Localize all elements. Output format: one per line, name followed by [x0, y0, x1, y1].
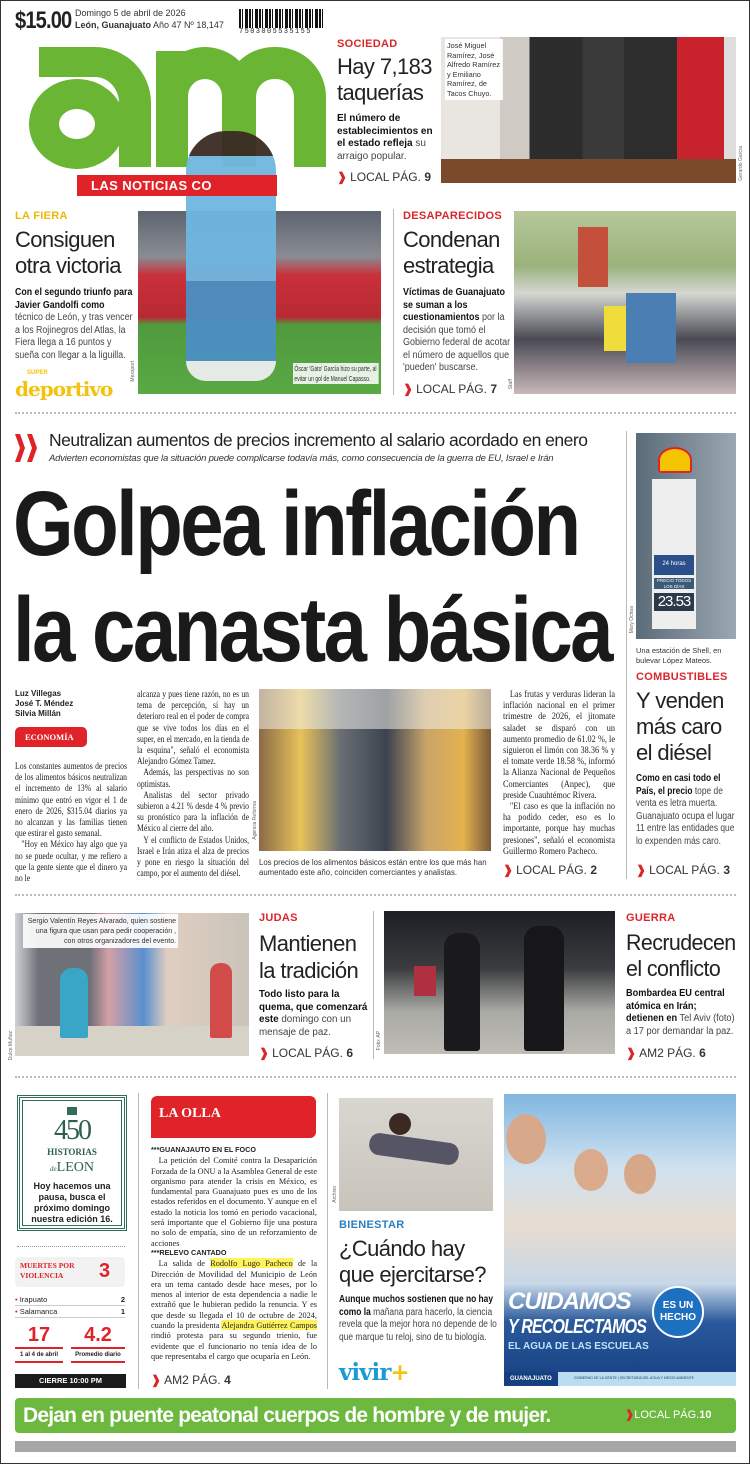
ref-marker-icon: ❱ [503, 863, 514, 877]
paragraph: La salida de Rodolfo Lugo Pacheco de la Dirección de Movilidad del Municipio de León era un tema cantado desde hace meses, por lo menos al interior de esta dependencia a nadie le extrañó que le hubieran pedido la renuncia. Y es que desde su llegada el 10 de octubre de 2024, cuando la presidenta Alejandra Gutiérrez Campos rindió protesta para su segundo trienio, fue evidente que el funcionario no tenía idea de lo que representaba el cargo que ocuparía en León. [151, 1258, 317, 1361]
es-un-hecho-badge [652, 1286, 704, 1338]
fiera-headline [15, 227, 121, 279]
price: $15.00 [15, 7, 72, 34]
ref-marker-icon: ❱ [403, 382, 414, 396]
footer-bar [15, 1441, 736, 1452]
judas-dek [259, 989, 369, 1039]
ref-marker-icon: ❱ [625, 1409, 635, 1421]
main-kicker: Neutralizan aumentos de precios incremento al salario acordado en enero [49, 430, 588, 450]
barcode-number: 7503005535155 [239, 28, 312, 36]
stat-value: 4.2 [71, 1323, 125, 1349]
ref-page: 6 [346, 1046, 354, 1060]
ref-page: 2 [590, 863, 598, 877]
sign-label: PRECIO TODOS LOS DÍAS [654, 578, 694, 589]
city-row: • Irapuato 2 [15, 1295, 125, 1304]
historias-subtitle: LEON [56, 1160, 94, 1175]
dek-text: su arraigo popular. [337, 138, 426, 162]
paragraph: Las frutas y verduras lideran la inflación nacional en el primer trimestre de 2026, el jitomate saladet se disparó con un aumento promedio de 61.02 %, le siguieron el limón con 38.36 % y el tomate verde 18.58 %, informó la Alianza Nacional de Pequeños Comerciantes (Anpec), que preside Cuauhtémoc Rivera. [503, 689, 615, 801]
headline-line: que ejercitarse? [339, 1262, 486, 1287]
main-column-1 [15, 761, 127, 884]
headline-line: Mantienen [259, 931, 357, 956]
column-divider [138, 1093, 139, 1389]
desaparecidos-headline [403, 227, 500, 279]
headline-line: más caro [636, 714, 722, 739]
stat-label: 1 al 4 de abril [15, 1349, 63, 1363]
badge-line: HECHO [659, 1312, 697, 1323]
dek-text: Tel Aviv (foto) a 17 por demandar la paz. [626, 1013, 735, 1037]
dek-lead: El número de establecimientos en el estado refleja [337, 113, 433, 149]
sociedad-dek [337, 113, 437, 163]
historias-number: 450 [54, 1115, 90, 1146]
bottom-banner-headline: Dejan en puente peatonal cuerpos de hombre y de mujer. [23, 1404, 551, 1427]
fiera-dek [15, 287, 133, 362]
byline: José T. Méndez [15, 699, 74, 708]
desaparecidos-photo-credit: Staff [508, 379, 514, 390]
sociedad-kicker: SOCIEDAD [337, 38, 398, 50]
shell-station-photo [636, 433, 736, 639]
violencia-stat [71, 1323, 125, 1363]
shell-logo-icon [658, 447, 692, 473]
ad-footer-small: GOBIERNO DE LA GENTE | SECRETARÍA DEL AGUA Y MEDIO AMBIENTE [574, 1376, 695, 1380]
violencia-city-list [15, 1294, 125, 1318]
market-photo-credit: Agencia Reforma [252, 801, 258, 840]
badge-line: ES UN [662, 1300, 694, 1311]
ref-page: 3 [723, 863, 731, 877]
ad-line-3: EL AGUA DE LAS ESCUELAS [508, 1341, 649, 1352]
headline-line: Condenan [403, 227, 500, 252]
bienestar-photo-credit: Archivo [332, 1186, 338, 1203]
city-name: Salamanca [19, 1307, 58, 1316]
section-divider [15, 1076, 736, 1078]
ref-page: 6 [699, 1046, 706, 1060]
desaparecidos-photo [514, 211, 736, 394]
super-deportivo-logo: SUPER deportivo [15, 370, 113, 401]
main-column-4 [503, 689, 615, 857]
paragraph: "El caso es que la inflación no ha podido ceder, eso es lo importante, porque hay muchas presiones", señaló el economista Guillermo Romero Pacheco. [503, 801, 615, 857]
dek-text: domingo con un mensaje de paz. [259, 1014, 352, 1038]
ref-page: 4 [224, 1373, 231, 1387]
ref-page: 9 [424, 170, 432, 184]
paragraph: Los constantes aumentos de precios de los alimentos básicos neutralizan el incremento de 13% al salario mínimo que entró en vigor el 1 de enero de 2026, $315.04 diarios ya no alcanzan y las familias tienen que estirar el gasto semanal. [15, 761, 127, 840]
sign-price: 23.53 [654, 593, 694, 611]
la-olla-header: LA OLLA [151, 1096, 316, 1138]
ref-page: 7 [490, 382, 498, 396]
ref-label: LOCAL PÁG. [272, 1046, 343, 1060]
la-olla-text [151, 1145, 317, 1361]
guerra-headline [626, 930, 736, 982]
judas-headline [259, 930, 358, 984]
ref-marker-icon: ❱ [636, 863, 647, 877]
ref-label: LOCAL PÁG. [516, 863, 587, 877]
paragraph: alcanza y pues tiene razón, no es un tema de percepción, sí hay un deterioro real en el poder de compra que se vive todos los días en el super, en el mercado, en la tienda de la esquina", señaló el economista Alejandro Gómez Tamez. [137, 689, 249, 768]
dek-text: mañana para hacerlo, la ciencia revela que la mejor hora no depende de lo que marque tu reloj, sino de tu biología. [339, 1306, 497, 1343]
city-count: 2 [120, 1295, 125, 1304]
sociedad-headline [337, 54, 432, 106]
bienestar-kicker: BIENESTAR [339, 1219, 405, 1231]
issue-date: Domingo 5 de abril de 2026 [75, 8, 186, 18]
bylines [15, 689, 73, 719]
guerra-photo [384, 911, 615, 1054]
section-divider [15, 412, 736, 414]
paragraph: Y el conflicto de Estados Unidos, Israel e Irán atiza el alza de precios y pone en riesgo la situación del campo, por el aumento del diésel. [137, 834, 249, 880]
combustibles-headline [636, 688, 724, 766]
headline-line: Hay 7,183 [337, 54, 432, 79]
dek-lead: Todo listo para la quema, que comenzará este [259, 989, 368, 1025]
tagline-banner: LAS NOTICIAS CO [77, 175, 277, 196]
bottom-banner-page-ref: ❱LOCAL PÁG.10 [625, 1409, 712, 1421]
column-divider [626, 431, 627, 879]
divider [17, 1246, 125, 1247]
section-divider [15, 894, 736, 896]
sociedad-photo-caption: José Miguel Ramírez, José Alfredo Ramírez y Emiliano Ramírez, de Tacos Chuyo. [445, 39, 503, 100]
fiera-photo-caption: Óscar 'Gato' García hizo su parte, al evitar un gol de Manuel Capasso. [293, 363, 379, 384]
sociedad-photo-credit: Gerardo García [738, 146, 744, 181]
historias-de: de [50, 1165, 57, 1173]
market-photo [259, 689, 491, 851]
dek-lead: Con el segundo triunfo para Javier Gandolfi como [15, 287, 133, 311]
sign-hours: 24 horas [654, 555, 694, 575]
guerra-photo-credit: Foto: AP [376, 1031, 382, 1051]
chevron-icon [15, 434, 43, 462]
goalkeeper-figure [186, 131, 276, 381]
ref-label: LOCAL PÁG. [416, 382, 487, 396]
headline-line: Golpea inflación [13, 473, 579, 575]
paragraph: Además, las perspectivas no son optimistas. [137, 767, 249, 790]
headline-line: la tradición [259, 958, 359, 983]
dek-text: tope de venta es letra muerta. Guanajuato ocupa el lugar 11 entre las entidades que lo expenden más caro. [636, 785, 735, 847]
bienestar-headline [339, 1236, 486, 1288]
historias-title: HISTORIAS [47, 1147, 97, 1157]
column-divider [373, 911, 374, 1059]
ref-marker-icon: ❱ [259, 1046, 270, 1060]
city-name: Irapuato [19, 1295, 48, 1304]
headline-line: la canasta básica [13, 579, 611, 681]
shell-photo-credit: Mary Ochoa [629, 606, 635, 634]
historias-box [17, 1095, 127, 1231]
column-divider [393, 209, 394, 395]
historias-text: Hoy hacemos una pausa, busca el próximo domingo nuestra edición 16. [31, 1181, 113, 1224]
paragraph: "Hoy en México hay algo que ya no se puede ocultar, y me refiero a que la gente siente que el dinero ya no le [15, 839, 127, 885]
headline-line: Consiguen [15, 227, 115, 252]
judas-page-ref[interactable] [259, 1046, 353, 1060]
ref-label: AM2 PÁG. [639, 1046, 696, 1060]
desaparecidos-page-ref[interactable] [403, 382, 497, 396]
paragraph: La petición del Comité contra la Desaparición Forzada de la ONU a la Asamblea General de este organismo para atender la crisis en México, es fundamental para Guanajuato pues es uno de los estados referidos en el documento. Y aunque en el estado la noticia los tomó en periodo vacacional, será importante que el Gobierno fije una postura no solo de empatía, sino de un reforzamiento de acciones [151, 1155, 317, 1248]
dek-lead: Víctimas de Guanajuato se suman a los cuestionamientos [403, 287, 506, 323]
combustibles-page-ref[interactable] [636, 863, 730, 877]
ref-marker-icon: ❱ [337, 170, 348, 184]
city: León, Guanajuato [75, 20, 152, 30]
ad-line-1: CUIDAMOS [508, 1288, 631, 1315]
water-ad[interactable] [504, 1094, 736, 1386]
cierre-bar: CIERRE 10:00 PM [15, 1374, 126, 1388]
ref-marker-icon: ❱ [151, 1373, 162, 1387]
violencia-label: MUERTES POR VIOLENCIA [20, 1261, 75, 1280]
city-count: 1 [120, 1307, 125, 1316]
column-divider [327, 1093, 328, 1389]
desaparecidos-dek [403, 287, 511, 375]
headline-line: el conflicto [626, 956, 721, 981]
market-photo-caption: Los precios de los alimentos básicos están entre los que más han aumentado este año, coinciden comerciantes y analistas. [259, 858, 487, 877]
main-subkicker: Advierten economistas que la situación puede complicarse todavía más, como consecuencia de la guerra de EU, Israel e Irán [49, 453, 554, 464]
ref-marker-icon: ❱ [626, 1046, 637, 1060]
byline: Silvia Millán [15, 709, 61, 718]
paragraph: Analistas del sector privado subieron a 4.21 % desde 4 % previo su pronóstico para la inflación de México al cierre del año. [137, 789, 249, 835]
guerra-dek [626, 988, 736, 1038]
olla-section-title: ***GUANAJAUTO EN EL FOCO [151, 1145, 256, 1154]
ref-label: LOCAL PÁG. [649, 863, 720, 877]
bienestar-photo [339, 1098, 493, 1211]
logo [1, 1, 331, 171]
judas-photo-credit: Dulce Muñoz [8, 1031, 14, 1061]
section-tag-economia: ECONOMÍA [15, 727, 87, 747]
judas-kicker: JUDAS [259, 912, 298, 924]
headline-line: Recrudecen [626, 930, 736, 955]
combustibles-kicker: COMBUSTIBLES [636, 671, 728, 683]
dek-lead: Como en casi todo el País, el precio [636, 773, 721, 797]
olla-section-title: ***RELEVO CANTADO [151, 1247, 227, 1257]
highlighted-name: Alejandra Gutiérrez Campos [221, 1320, 317, 1331]
edition: Año 47 Nº 18,147 [153, 20, 224, 30]
city-row: • Salamanca 1 [15, 1307, 125, 1316]
headline-line: taquerías [337, 80, 424, 105]
guerra-kicker: GUERRA [626, 912, 676, 924]
ref-label: AM2 PÁG. [164, 1373, 221, 1387]
flag-icon [67, 1107, 77, 1115]
shell-photo-caption: Una estación de Shell, en bulevar López Mateos. [636, 646, 722, 665]
stat-value: 17 [15, 1323, 63, 1349]
headline-line: Y venden [636, 688, 724, 713]
byline: Luz Villegas [15, 689, 62, 698]
fiera-photo-credit: Mexsport [130, 361, 136, 382]
fiera-kicker: LA FIERA [15, 210, 68, 222]
stat-label: Promedio diario [71, 1349, 125, 1363]
ad-line-2: Y RECOLECTAMOS [508, 1316, 647, 1338]
bienestar-dek [339, 1294, 497, 1344]
guerra-page-ref[interactable] [626, 1046, 706, 1060]
main-column-2 [137, 689, 249, 879]
main-headline [13, 471, 611, 683]
combustibles-dek [636, 773, 736, 848]
main-page-ref[interactable] [503, 863, 597, 877]
bottom-banner[interactable] [15, 1398, 736, 1433]
violencia-stat [15, 1323, 63, 1363]
vivir-logo: vivir+ [339, 1359, 409, 1386]
headline-line: ¿Cuándo hay [339, 1236, 465, 1261]
headline-line: estrategia [403, 253, 494, 278]
judas-photo-caption: Sergio Valentín Reyes Alvarado, quien sostiene una figura que usan para pedir cooperación , con otros organizadores del evento. [23, 914, 178, 948]
dek-text: técnico de León, y tras vencer a los Rojinegros del Atlas, la Fiera llega a 16 puntos y sueña con llegar a la liguilla. [15, 312, 133, 361]
sociedad-page-ref[interactable] [337, 170, 431, 184]
violencia-box [15, 1257, 125, 1287]
violencia-total: 3 [99, 1260, 111, 1282]
dek-lead: Aunque muchos sostienen que no hay como la [339, 1294, 494, 1318]
olla-page-ref[interactable] [151, 1373, 231, 1387]
desaparecidos-kicker: DESAPARECIDOS [403, 210, 503, 222]
highlighted-name: Rodolfo Lugo Pacheco [210, 1258, 293, 1269]
dek-lead: Bombardea EU central atómica en Irán; detienen en [626, 988, 725, 1024]
headline-line: otra victoria [15, 253, 121, 278]
ref-label: LOCAL PÁG. [350, 170, 421, 184]
ad-footer: GUANAJUATO [504, 1372, 558, 1386]
headline-line: el diésel [636, 740, 712, 765]
dek-text: por la decisión que tomó el Gobierno federal de acotar el número de aquellos que 'pueden' buscarse. [403, 312, 511, 373]
